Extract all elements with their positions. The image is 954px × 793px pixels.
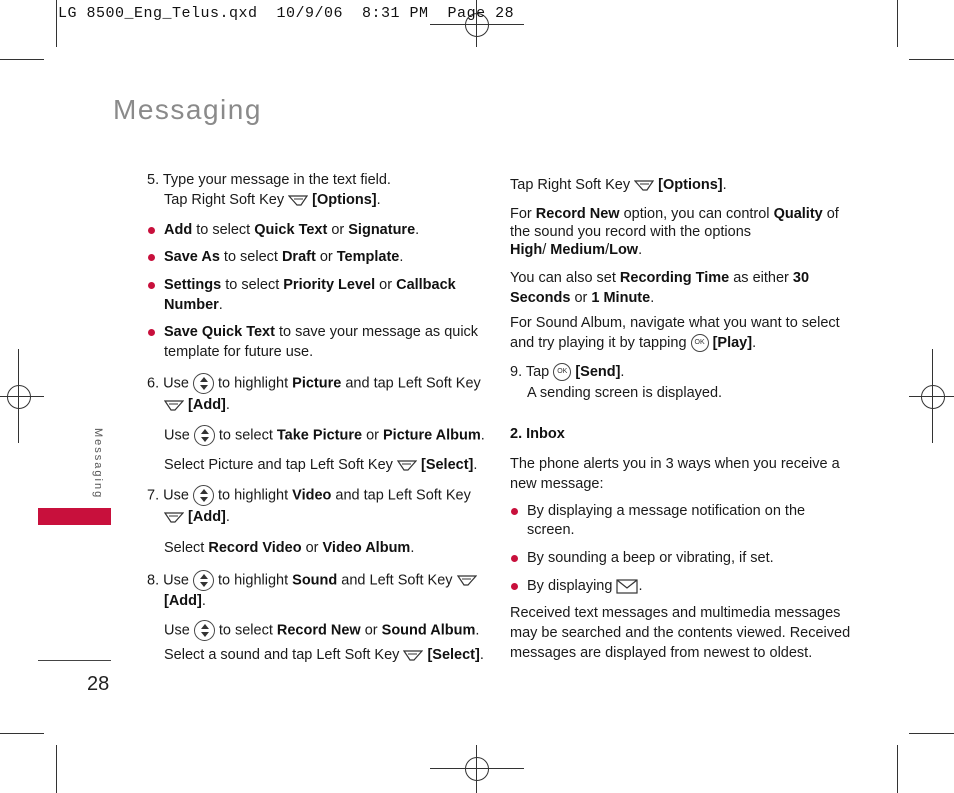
step-6-line-1: 6. Use to highlight Picture and tap Left Soft Key — [147, 373, 481, 394]
crop-mark — [909, 733, 954, 734]
registration-mark — [7, 385, 31, 409]
right-soft-key-icon — [634, 179, 654, 192]
right-para-record-new-1: For Record New option, you can control Quality of — [510, 206, 839, 222]
step-7-line-2: [Add]. — [164, 507, 230, 527]
navigation-key-icon — [193, 485, 214, 506]
right-para-options: Tap Right Soft Key [Options]. — [510, 177, 727, 193]
registration-mark — [465, 757, 489, 781]
step-6-line-4: Select Picture and tap Left Soft Key [Select]. — [164, 457, 478, 473]
right-para-sound-album-1: For Sound Album, navigate what you want to select — [510, 315, 840, 331]
right-para-recording-time-1: You can also set Recording Time as either 30 — [510, 270, 810, 286]
bullet-envelope: By displaying . — [527, 578, 643, 594]
side-section-label: Messaging — [92, 428, 104, 500]
right-para-received-1: Received text messages and multimedia messages — [510, 605, 841, 621]
right-para-received-2: may be searched and the contents viewed. Received — [510, 625, 851, 641]
crop-mark — [0, 59, 44, 60]
bullet-settings-cont: Number. — [164, 297, 223, 313]
step-5-line-2: Tap Right Soft Key [Options]. — [164, 192, 381, 208]
right-para-received-3: messages are displayed from newest to oldest. — [510, 645, 813, 661]
navigation-key-icon — [193, 570, 214, 591]
navigation-key-icon — [194, 620, 215, 641]
divider — [38, 660, 111, 661]
right-para-recording-time-2: Seconds or 1 Minute. — [510, 290, 655, 306]
step-7-line-1: 7. Use to highlight Video and tap Left Soft Key — [147, 485, 471, 506]
step-5-line-1: 5. Type your message in the text field. — [147, 172, 391, 188]
right-para-alerts-2: new message: — [510, 476, 604, 492]
step-8-line-1: 8. Use to highlight Sound and Left Soft Key — [147, 570, 477, 591]
right-soft-key-icon — [288, 194, 308, 207]
bullet-beep: By sounding a beep or vibrating, if set. — [527, 550, 774, 566]
crop-mark — [0, 733, 44, 734]
step-7-line-3: Select Record Video or Video Album. — [164, 540, 415, 556]
ok-key-icon: OK — [553, 363, 571, 381]
message-envelope-icon — [616, 579, 638, 594]
right-para-sound-album-2: and try playing it by tapping OK [Play]. — [510, 335, 757, 351]
crop-mark — [897, 745, 898, 793]
bullet-settings: Settings to select Priority Level or Callback — [164, 277, 456, 293]
crop-mark — [897, 0, 898, 47]
step-6-line-3: Use to select Take Picture or Picture Album. — [164, 425, 485, 446]
left-soft-key-icon — [403, 649, 423, 662]
bullet-save-as: Save As to select Draft or Template. — [164, 249, 404, 265]
right-para-alerts-1: The phone alerts you in 3 ways when you receive a — [510, 456, 840, 472]
step-6-line-2: [Add]. — [164, 395, 230, 415]
left-soft-key-icon — [164, 511, 184, 524]
step-9-line-1: 9. Tap OK [Send]. — [510, 364, 625, 380]
section-tab — [38, 508, 111, 525]
section-heading-inbox: 2. Inbox — [510, 426, 565, 442]
bullet-notification: By displaying a message notification on the — [527, 503, 806, 519]
right-para-record-new-2: the sound you record with the options — [510, 224, 752, 240]
right-para-record-new-3: High/ Medium/Low. — [510, 242, 643, 258]
step-8-line-4: Select a sound and tap Left Soft Key [Select]. — [164, 647, 484, 663]
bullet-notification-cont: screen. — [527, 522, 575, 538]
page-title: Messaging — [113, 94, 262, 125]
navigation-key-icon — [194, 425, 215, 446]
left-soft-key-icon — [164, 399, 184, 412]
bullet-save-quick-text-cont: template for future use. — [164, 344, 314, 360]
bullet-save-quick-text: Save Quick Text to save your message as quick — [164, 324, 479, 340]
step-8-line-3: Use to select Record New or Sound Album. — [164, 620, 479, 641]
left-soft-key-icon — [397, 459, 417, 472]
bullet-add: Add to select Quick Text or Signature. — [164, 222, 420, 238]
print-slug: LG 8500_Eng_Telus.qxd 10/9/06 8:31 PM Page 28 — [58, 5, 515, 22]
registration-mark — [921, 385, 945, 409]
ok-key-icon: OK — [691, 334, 709, 352]
navigation-key-icon — [193, 373, 214, 394]
page-number: 28 — [87, 673, 110, 695]
step-9-line-2: A sending screen is displayed. — [527, 385, 723, 401]
step-8-line-2: [Add]. — [164, 593, 206, 609]
crop-mark — [909, 59, 954, 60]
crop-mark — [56, 745, 57, 793]
left-soft-key-icon — [457, 574, 477, 587]
crop-mark — [56, 0, 57, 47]
